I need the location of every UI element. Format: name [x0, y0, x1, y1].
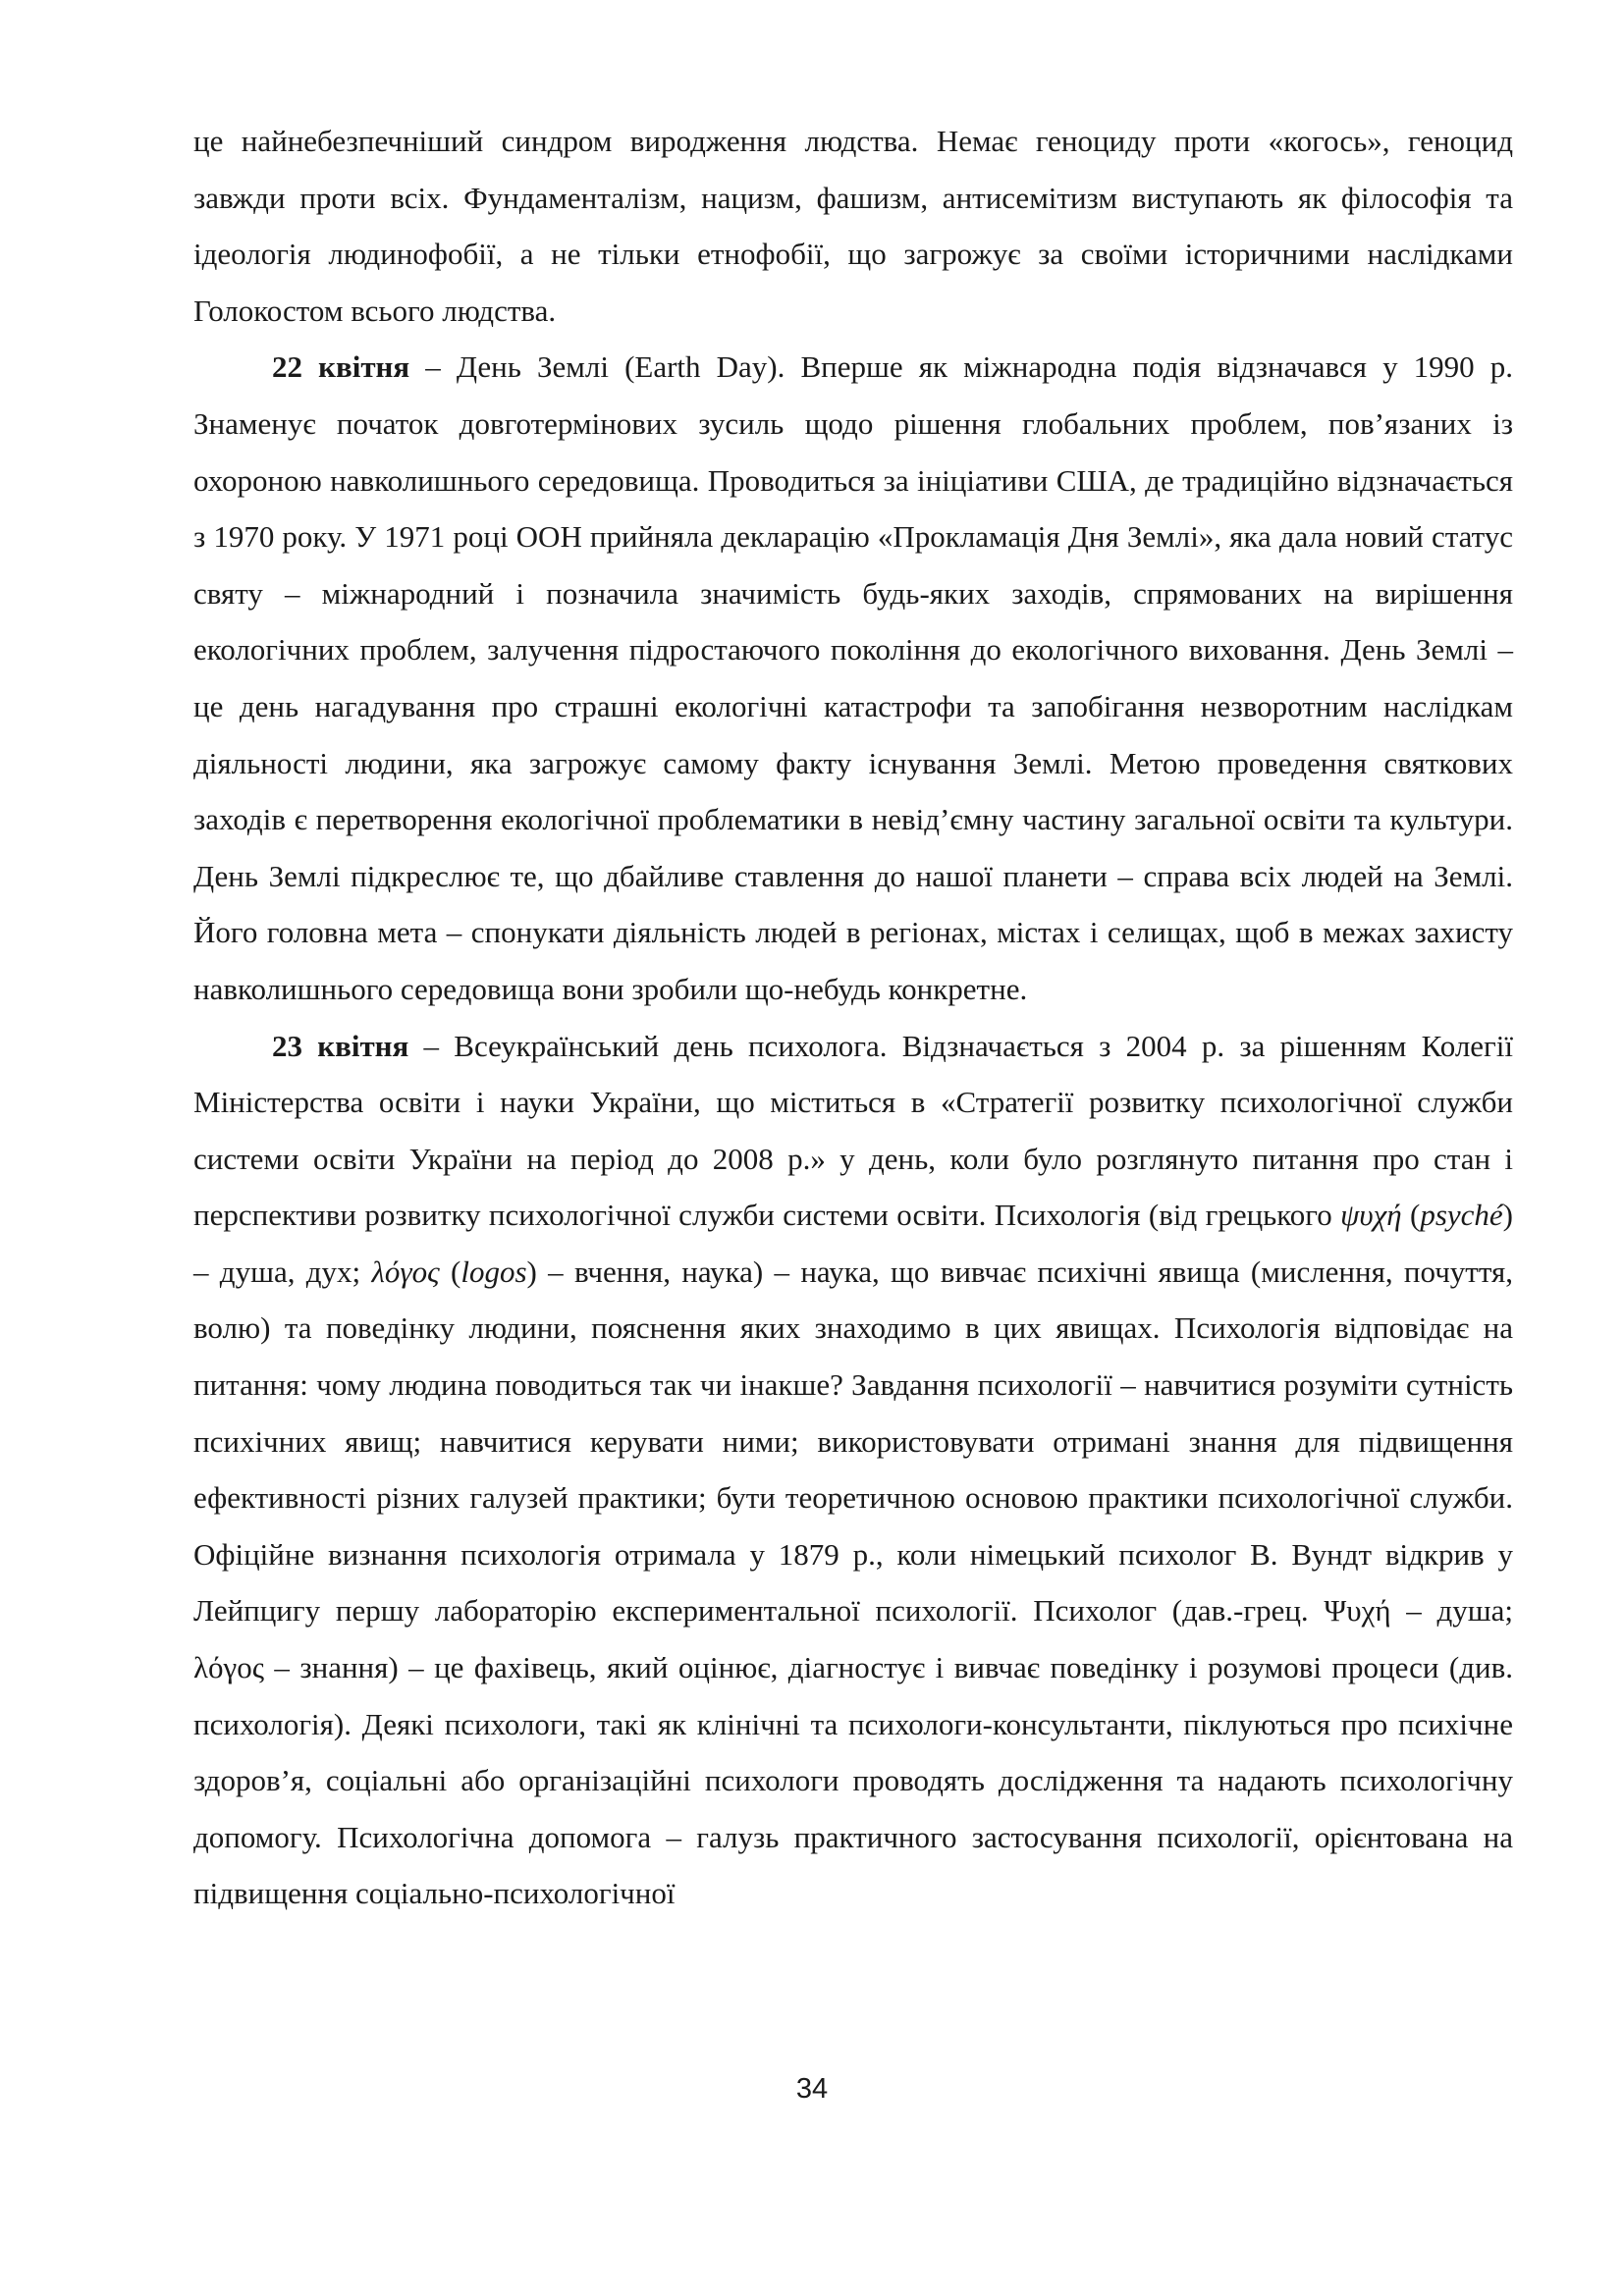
paragraph-earth-day	[193, 339, 1513, 1017]
greek-term-psyche: ψυχή	[1340, 1198, 1402, 1233]
document-body	[193, 113, 1513, 1922]
greek-term-logos: λόγος	[371, 1254, 440, 1289]
paragraph-continuation: це найнебезпечніший синдром виродження людства. Немає геноциду проти «когось», геноцид завжди проти всіх. Фундаменталізм, нацизм, фашизм, антисемітизм виступають як філософія та ідеологія людинофобії, а не тільки етнофобії, що загрожує за своїми історичними наслідками Голокостом всього людства.	[193, 124, 1513, 328]
paragraph-psychologist-text-a: – Всеукраїнський день психолога. Відзначається з 2004 р. за рішенням Колегії Міністерства освіти і науки України, що міститься в «Стратегії розвитку психологічної служби системи освіти України на період до 2008 р.» у день, коли було розглянуто питання про стан і перспективи розвитку психологічної служби системи освіти. Психологія (від грецького	[193, 1028, 1513, 1233]
paragraph-psychologist-day	[193, 1018, 1513, 1923]
paragraph-psychologist-text-b: (	[1401, 1198, 1421, 1233]
paragraph-psychologist-text-e: ) – вчення, наука) – наука, що вивчає психічні явища (мислення, почуття, волю) та поведінку людини, пояснення яких знаходимо в цих явищах. Психологія відповідає на питання: чому людина поводиться так чи інакше? Завдання психології – навчитися розуміти сутність психічних явищ; навчитися керувати ними; використовувати отримані знання для підвищення ефективності різних галузей практики; бути теоретичною основою практики психологічної служби. Офіційне визнання психологія отримала у 1879 р., коли німецький психолог В. Вундт відкрив у Лейпцигу першу лабораторію експериментальної психології. Психолог (дав.-грец. Ψυχή – душа; λόγος – знання) – це фахівець, який оцінює, діагностує і вивчає поведінку і розумові процеси (див. психологія). Деякі психологи, такі як клінічні та психологи-консультанти, піклуються про психічне здоров’я, соціальні або організаційні психологи проводять дослідження та надають психологічну допомогу. Психологічна допомога – галузь практичного застосування психології, орієнтована на підвищення соціально-психологічної	[193, 1254, 1513, 1911]
paragraph-psychologist-text-c: ) – душа, дух;	[193, 1198, 1513, 1289]
latin-term-psyche: psyché	[1420, 1198, 1503, 1233]
page-number: 34	[795, 2073, 829, 2105]
date-heading-earth-day: 22 квітня	[272, 349, 410, 385]
paragraph-psychologist-text-d: (	[439, 1254, 461, 1289]
latin-term-logos: logos	[460, 1254, 527, 1289]
date-heading-psychologist-day: 23 квітня	[272, 1028, 409, 1063]
paragraph-earth-day-text: – День Землі (Earth Day). Вперше як міжнародна подія відзначався у 1990 р. Знаменує початок довготермінових зусиль щодо рішення глобальних проблем, пов’язаних із охороною навколишнього середовища. Проводиться за ініціативи США, де традиційно відзначається з 1970 року. У 1971 році ООН прийняла декларацію «Прокламація Дня Землі», яка дала новий статус святу – міжнародний і позначила значимість будь-яких заходів, спрямованих на вирішення екологічних проблем, залучення підростаючого покоління до екологічного виховання. День Землі – це день нагадування про страшні екологічні катастрофи та запобігання незворотним наслідкам діяльності людини, яка загрожує самому факту існування Землі. Метою проведення святкових заходів є перетворення екологічної проблематики в невід’ємну частину загальної освіти та культури. День Землі підкреслює те, що дбайливе ставлення до нашої планети – справа всіх людей на Землі. Його головна мета – спонукати діяльність людей в регіонах, містах і селищах, щоб в межах захисту навколишнього середовища вони зробили що-небудь конкретне.	[193, 349, 1514, 1006]
